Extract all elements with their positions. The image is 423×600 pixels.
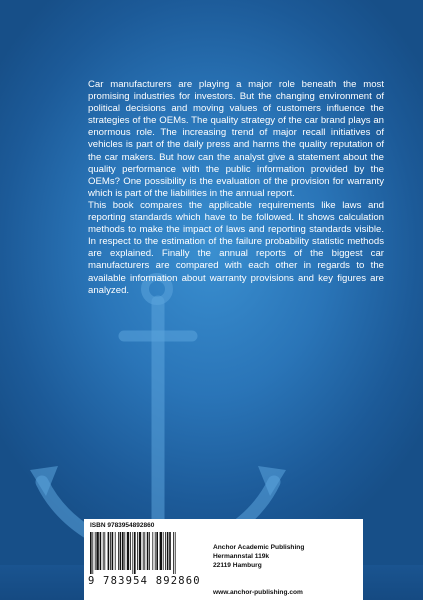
- barcode-bar: [165, 532, 166, 570]
- barcode-bar: [104, 532, 105, 570]
- barcode-bar: [118, 532, 119, 570]
- publisher-city: 22119 Hamburg: [213, 562, 262, 569]
- barcode-bar: [156, 532, 158, 570]
- barcode-bar: [160, 532, 162, 570]
- back-cover-blurb: [88, 79, 384, 297]
- barcode-bar: [143, 532, 144, 570]
- barcode-bar: [155, 532, 156, 570]
- barcode-bar: [167, 532, 169, 570]
- barcode-bar: [120, 532, 122, 570]
- barcode-bar: [130, 532, 131, 570]
- barcode-bar: [137, 532, 138, 570]
- publisher-street: Hermannstal 119k: [213, 553, 270, 560]
- barcode-bar: [175, 532, 176, 574]
- barcode-bar: [139, 532, 141, 570]
- barcode-bar: [163, 532, 164, 570]
- barcode-bar: [112, 532, 114, 570]
- barcode-bar: [132, 532, 133, 574]
- barcode-bar: [124, 532, 125, 570]
- barcode-bar: [152, 532, 153, 570]
- publisher-website: www.anchor-publishing.com: [213, 589, 303, 596]
- isbn-label: ISBN 9783954892860: [90, 522, 155, 529]
- barcode-bar: [95, 532, 96, 570]
- publisher-name: Anchor Academic Publishing: [213, 544, 305, 551]
- barcode-bar: [92, 532, 93, 574]
- barcode-bar: [149, 532, 150, 570]
- barcode-digits: 9 783954 892860: [88, 575, 201, 587]
- barcode-bar: [173, 532, 174, 574]
- barcode-bar: [96, 532, 98, 570]
- blurb-paragraph-1: Car manufacturers are playing a major role beneath the most promising industries for investors. But the changing environment of political decisions and moving values of customers influence the strategies of the OEMs. The quality strategy of the car brand plays an enormous role. The increasing trend of major recall initiatives of vehicles is part of the daily press and harms the quality reputation of the car makers. But how can the analyst give a statement about the quality performance with the public information provided by the OEMs? One possibility is the evaluation of the provision for warranty which is part of the liabilities in the annual report.: [88, 79, 384, 199]
- publisher-address: [213, 543, 304, 570]
- barcode-bar: [122, 532, 124, 570]
- barcode-bar: [134, 532, 136, 574]
- barcode-bar: [108, 532, 110, 570]
- barcode-panel: [84, 519, 363, 600]
- blurb-paragraph-2: This book compares the applicable requirements like laws and reporting standards which have to be followed. It shows calculation methods to make the impact of laws and reporting standards visible. In respect to the estimation of the failure probability statistic methods are explained. Finally the annual reports of the biggest car manufacturers are compared with each other in regards to the available information about warranty provisions and key figures are analyzed.: [88, 199, 384, 296]
- barcode-bar: [169, 532, 171, 570]
- barcode-bar: [110, 532, 111, 570]
- barcode-bar: [90, 532, 92, 574]
- barcode-bar: [100, 532, 102, 570]
- barcode-image: [89, 532, 204, 574]
- barcode-bar: [127, 532, 129, 570]
- barcode-bar: [147, 532, 149, 570]
- barcode-bar: [144, 532, 145, 570]
- barcode-bar: [115, 532, 116, 570]
- barcode-bar: [103, 532, 104, 570]
